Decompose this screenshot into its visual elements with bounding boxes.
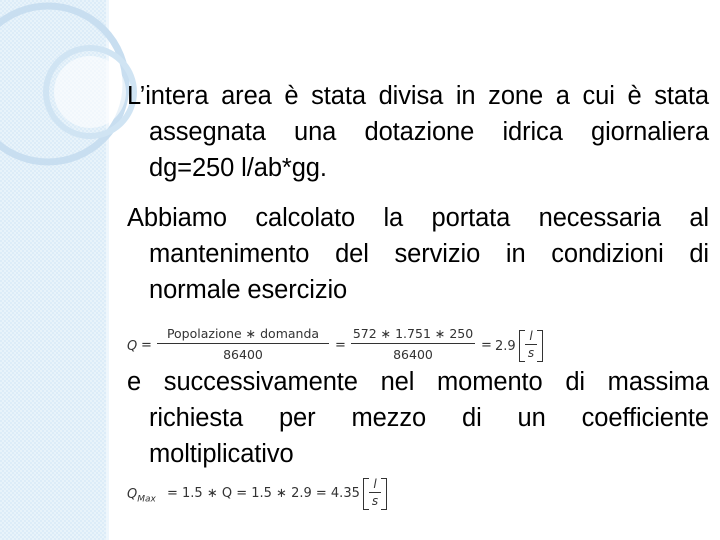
formula-lhs: $Q_{Max}$ bbox=[127, 487, 156, 505]
formula-average-flow bbox=[127, 326, 567, 366]
paragraph-flow-calculation: Abbiamo calcolato la portata necessaria al mantenimento del servizio in condizioni di normale esercizio bbox=[127, 204, 709, 304]
unit-fraction bbox=[369, 477, 381, 508]
formula-equals: = bbox=[335, 338, 346, 353]
fraction-numerator: 572 ∗ 1.751 ∗ 250 bbox=[352, 326, 474, 341]
unit-denominator: s bbox=[527, 346, 535, 360]
paragraph-zone-allocation: L’intera area è stata divisa in zone a cui è stata assegnata una dotazione idrica giornaliera dg=250 l/ab*gg. bbox=[127, 82, 709, 182]
formula-fraction-1 bbox=[157, 326, 329, 362]
formula-equals: = bbox=[481, 338, 492, 353]
unit-denominator: s bbox=[371, 494, 379, 508]
formula-equals: = bbox=[141, 338, 152, 353]
unit-numerator: l bbox=[529, 329, 533, 343]
unit-numerator: l bbox=[373, 477, 377, 491]
fraction-numerator: Popolazione ∗ domanda bbox=[166, 326, 320, 341]
formula-max-flow bbox=[127, 476, 407, 516]
formula-fraction-2 bbox=[351, 326, 475, 362]
unit-bracket-right bbox=[381, 478, 387, 510]
fraction-denominator: 86400 bbox=[393, 347, 433, 362]
unit-fraction bbox=[525, 329, 537, 360]
formula-result: 2.9 bbox=[495, 339, 516, 354]
formula-lhs: Q bbox=[127, 339, 138, 354]
fraction-denominator: 86400 bbox=[223, 347, 263, 362]
paragraph-peak-demand: e successivamente nel momento di massima richiesta per mezzo di un coefficiente moltiplicativo bbox=[127, 368, 709, 468]
unit-bracket-right bbox=[537, 330, 543, 362]
formula-expression: = 1.5 ∗ Q = 1.5 ∗ 2.9 = 4.35 bbox=[167, 486, 360, 501]
